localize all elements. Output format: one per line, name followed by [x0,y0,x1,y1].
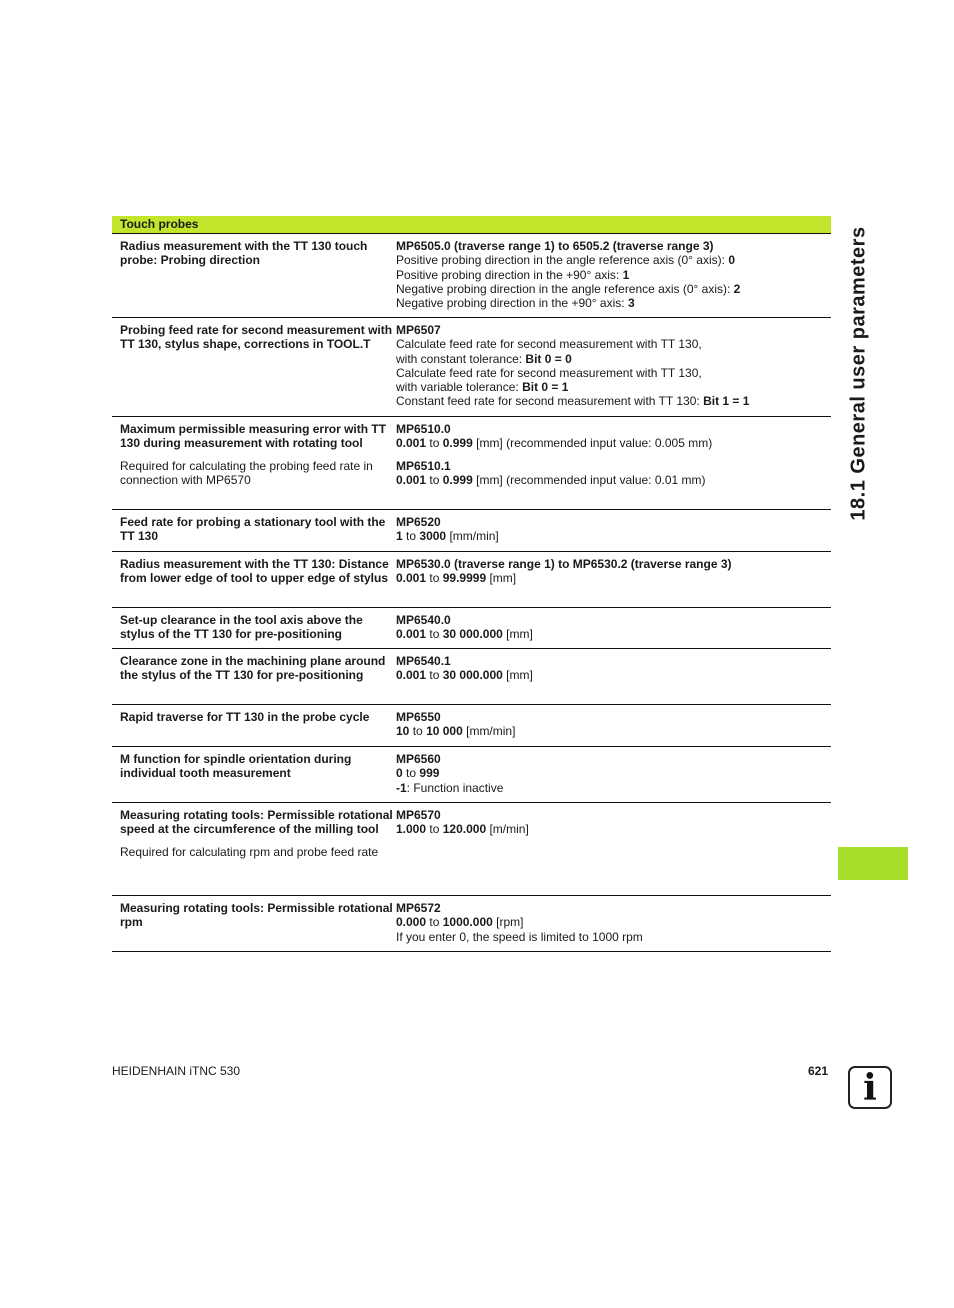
option-text: : Function inactive [406,780,504,795]
parameter-name: MP6510.0 [396,422,451,436]
range-max: 120.000 [442,822,487,837]
option-value: 2 [733,281,741,296]
range-to: to [429,627,440,642]
range-max: 1000.000 [442,915,493,930]
range-min: 0.001 [396,668,427,683]
parameter-table [112,216,831,952]
table-row [112,747,831,803]
parameter-name: MP6550 [396,710,441,724]
option-text: Negative probing direction in the +90° axis: [396,296,628,311]
option-text: Calculate feed rate for second measurement with TT 130, [396,365,702,380]
option-value: Bit 1 = 1 [703,394,750,409]
range-min: 0.001 [396,472,427,487]
parameter-name: MP6570 [396,808,441,822]
option-text: with constant tolerance: [396,351,526,366]
section-title-vertical [838,214,880,532]
row-description: Feed rate for probing a stationary tool with the TT 130 [120,515,386,544]
info-icon [848,1066,892,1109]
range-to: to [429,472,440,487]
range-min: 1.000 [396,822,427,837]
option-text: Constant feed rate for second measurement with TT 130: [396,394,704,409]
range-max: 99.9999 [442,571,487,586]
table-row [112,552,831,608]
range-to: to [429,571,440,586]
range-max: 0.999 [442,472,473,487]
row-description: Probing feed rate for second measurement with TT 130, stylus shape, corrections in TOOL.T [120,323,393,352]
option-text: Positive probing direction in the +90° axis: [396,267,623,282]
range-max: 30 000.000 [442,668,503,683]
parameter-name: MP6560 [396,752,441,766]
table-row [112,234,831,318]
row-description: Radius measurement with the TT 130 touch probe: Probing direction [120,239,368,268]
range-unit: [mm/min] [466,724,516,739]
table-row [112,803,831,896]
row-description: Measuring rotating tools: Permissible rotational rpm [120,901,393,930]
range-to: to [406,766,417,781]
table-row [112,318,831,417]
range-to: to [429,915,440,930]
option-text: with variable tolerance: [396,380,523,395]
row-description: Set-up clearance in the tool axis above the stylus of the TT 130 for pre-positioning [120,613,363,642]
chapter-tab-marker [838,847,908,880]
option-value: Bit 0 = 1 [522,380,569,395]
row-description: Measuring rotating tools: Permissible rotational speed at the circumference of the milling tool [120,808,393,837]
table-row [112,649,831,705]
range-unit: [mm/min] [449,529,499,544]
range-unit: [mm] [506,668,533,683]
range-unit: [mm] (recommended input value: 0.005 mm) [476,436,713,451]
range-to: to [429,668,440,683]
table-row [112,896,831,952]
info-icon-glyph: i [863,1066,877,1109]
option-value: 1 [622,267,630,282]
parameter-name: MP6540.0 [396,613,451,627]
footer-product: HEIDENHAIN iTNC 530 [112,1064,241,1078]
row-description: Radius measurement with the TT 130: Distance from lower edge of tool to upper edge of stylus [120,557,389,586]
row-description: M function for spindle orientation during individual tooth measurement [120,752,352,781]
option-text: If you enter 0, the speed is limited to 1000 rpm [396,929,643,944]
parameter-name: MP6505.0 (traverse range 1) to 6505.2 (traverse range 3) [396,239,714,253]
option-value: 0 [728,253,735,268]
row-description: Clearance zone in the machining plane around the stylus of the TT 130 for pre-positioning [120,654,386,683]
range-min: 1 [396,529,403,544]
section-title: 18.1 General user parameters [847,225,870,521]
range-min: 0.000 [396,915,427,930]
range-unit: [mm] (recommended input value: 0.01 mm) [476,472,706,487]
range-to: to [406,529,417,544]
table-row [112,608,831,649]
range-min: 0.001 [396,436,427,451]
range-min: 0.001 [396,627,427,642]
parameter-name: MP6530.0 (traverse range 1) to MP6530.2 (traverse range 3) [396,557,732,571]
range-max: 10 000 [426,724,463,739]
parameter-name: MP6510.1 [396,458,451,473]
row-description: Maximum permissible measuring error with TT 130 during measurement with rotating tool [120,422,387,451]
option-text: Positive probing direction in the angle reference axis (0° axis): [396,253,729,268]
range-max: 999 [419,766,440,781]
page-number: 621 [808,1064,829,1078]
option-value: Bit 0 = 0 [525,351,572,366]
row-description: Rapid traverse for TT 130 in the probe cycle [120,710,370,724]
parameter-name: MP6507 [396,323,441,337]
range-unit: [m/min] [489,822,529,837]
range-unit: [rpm] [496,915,524,930]
option-text: Negative probing direction in the angle reference axis (0° axis): [396,281,734,296]
option-value: -1 [396,780,407,795]
range-min: 0 [396,766,403,781]
parameter-name: MP6520 [396,515,441,529]
range-unit: [mm] [489,571,517,586]
option-value: 3 [627,296,635,311]
parameter-name: MP6572 [396,901,441,915]
range-min: 0.001 [396,571,427,586]
table-header: Touch probes [112,216,831,234]
range-max: 3000 [419,529,447,544]
range-max: 0.999 [442,436,473,451]
range-unit: [mm] [506,627,533,642]
range-to: to [429,822,440,837]
row-note: Required for calculating the probing feed rate in connection with MP6570 [120,458,373,487]
row-note: Required for calculating rpm and probe feed rate [120,844,379,859]
range-min: 10 [396,724,410,739]
range-to: to [429,436,440,451]
table-row [112,705,831,747]
table-row [112,510,831,552]
range-max: 30 000.000 [442,627,503,642]
table-row [112,417,831,510]
range-to: to [412,724,423,739]
option-text: Calculate feed rate for second measurement with TT 130, [396,337,702,352]
parameter-name: MP6540.1 [396,654,451,668]
